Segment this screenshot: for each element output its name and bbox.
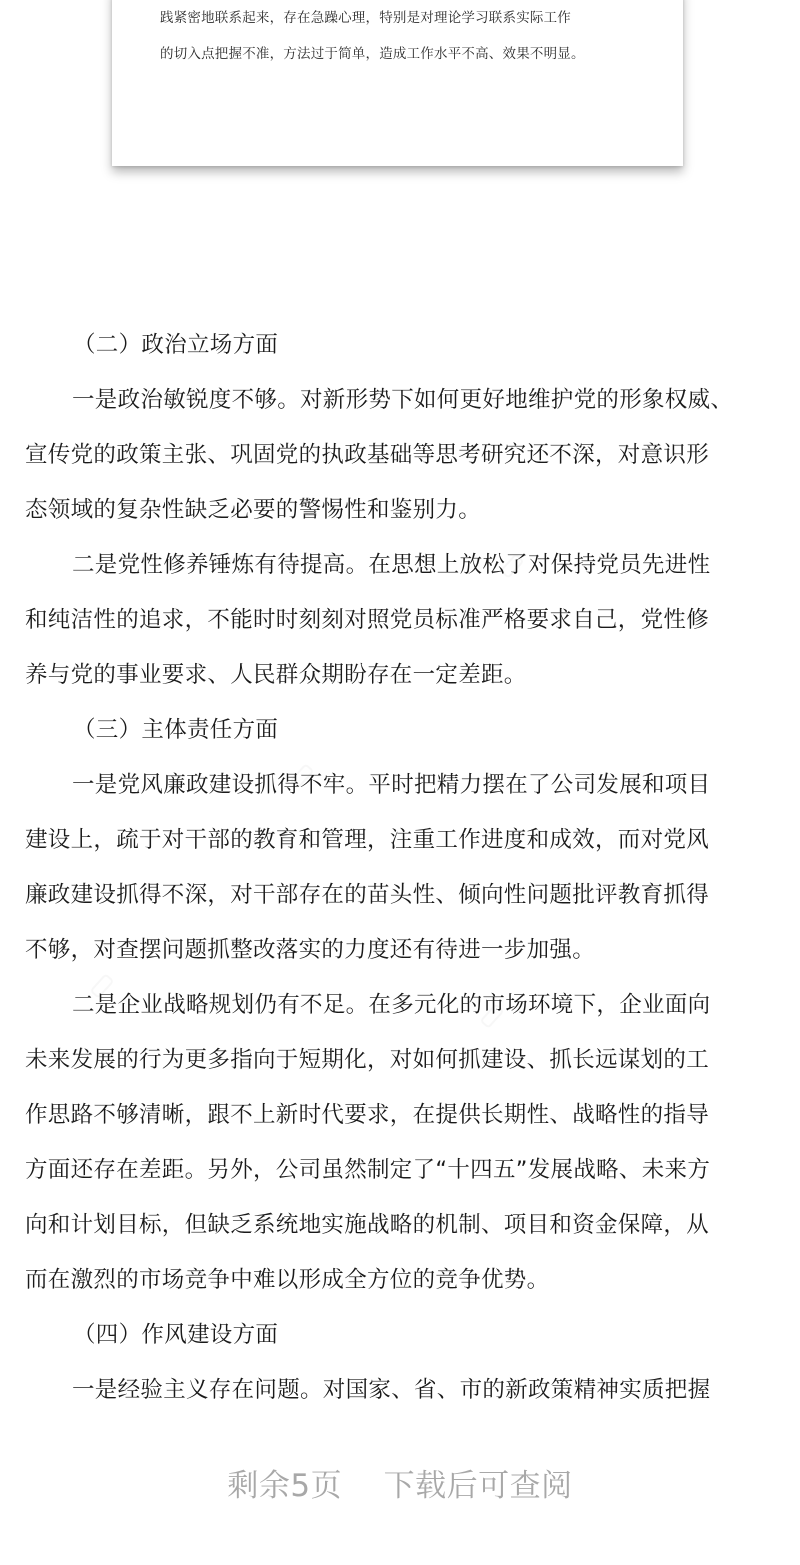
paragraph-line bbox=[25, 1363, 773, 1418]
paragraph-line: 建设上，疏于对干部的教育和管理，注重工作进度和成效，而对党风 bbox=[25, 827, 710, 853]
paragraph-text: 一是党风廉政建设抓得不牢。平时把精力摆在了公司发展和项目 bbox=[72, 772, 711, 798]
preview-line-2: 的切入点把握不准，方法过于简单，造成工作水平不高、效果不明显。 bbox=[160, 46, 585, 62]
section-heading-main-responsibility: （三）主体责任方面 bbox=[73, 717, 279, 743]
paragraph-text: 一是政治敏锐度不够。对新形势下如何更好地维护党的形象权威、 bbox=[72, 387, 734, 413]
document-preview-card bbox=[112, 0, 683, 166]
paragraph-line: 养与党的事业要求、人民群众期盼存在一定差距。 bbox=[25, 662, 527, 688]
download-to-view-label: 下载后可查阅 bbox=[383, 1468, 573, 1504]
preview-line-1: 践紧密地联系起来，存在急躁心理，特别是对理论学习联系实际工作 bbox=[160, 10, 571, 26]
section-heading-political-stance: （二）政治立场方面 bbox=[73, 332, 279, 358]
paragraph-line bbox=[25, 373, 773, 428]
paragraph-line bbox=[25, 758, 773, 813]
paragraph-line: 宣传党的政策主张、巩固党的执政基础等思考研究还不深，对意识形 bbox=[25, 442, 710, 468]
paragraph-line: 作思路不够清晰，跟不上新时代要求，在提供长期性、战略性的指导 bbox=[25, 1102, 710, 1128]
paragraph-line: 廉政建设抓得不深，对干部存在的苗头性、倾向性问题批评教育抓得 bbox=[25, 882, 710, 908]
paragraph-line: 未来发展的行为更多指向于短期化，对如何抓建设、抓长远谋划的工 bbox=[25, 1047, 710, 1073]
paragraph-line: 态领域的复杂性缺乏必要的警惕性和鉴别力。 bbox=[25, 497, 482, 523]
paragraph-line: 方面还存在差距。另外，公司虽然制定了“十四五”发展战略、未来方 bbox=[25, 1157, 711, 1183]
paragraph-line: 不够，对查摆问题抓整改落实的力度还有待进一步加强。 bbox=[25, 937, 596, 963]
remaining-pages-notice[interactable] bbox=[0, 1460, 800, 1505]
paragraph-line: 和纯洁性的追求，不能时时刻刻对照党员标准严格要求自己，党性修 bbox=[25, 607, 710, 633]
paragraph-line bbox=[25, 978, 773, 1033]
paragraph-line: 向和计划目标，但缺乏系统地实施战略的机制、项目和资金保障，从 bbox=[25, 1212, 710, 1238]
paragraph-text: 二是企业战略规划仍有不足。在多元化的市场环境下，企业面向 bbox=[72, 992, 711, 1018]
paragraph-line: 而在激烈的市场竞争中难以形成全方位的竞争优势。 bbox=[25, 1267, 550, 1293]
section-heading-work-style: （四）作风建设方面 bbox=[73, 1322, 279, 1348]
remaining-pages-label: 剩余5页 bbox=[227, 1468, 343, 1504]
paragraph-line bbox=[25, 538, 773, 593]
paragraph-text: 一是经验主义存在问题。对国家、省、市的新政策精神实质把握 bbox=[72, 1377, 711, 1403]
paragraph-text: 二是党性修养锤炼有待提高。在思想上放松了对保持党员先进性 bbox=[72, 552, 711, 578]
